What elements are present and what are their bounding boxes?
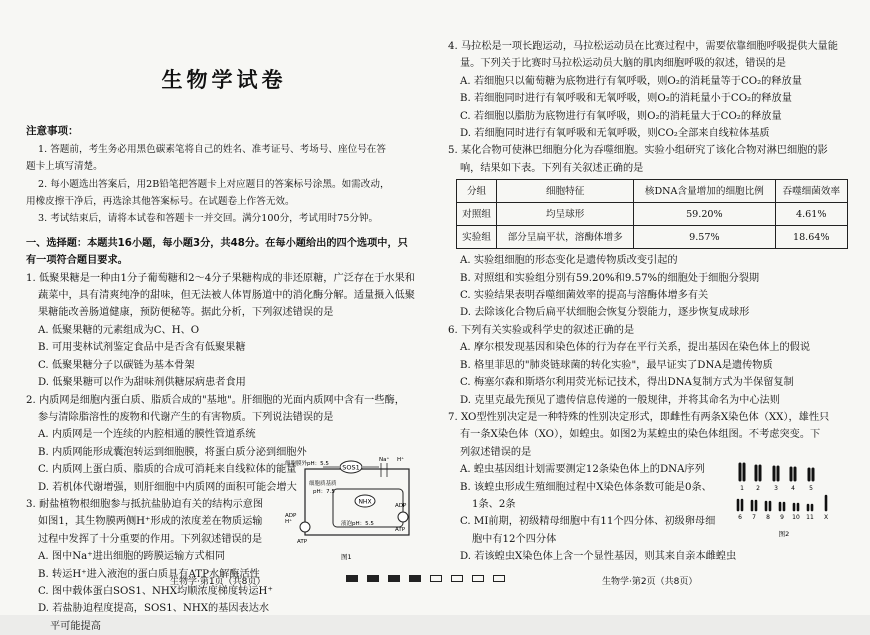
matrix-ph-label: pH：7.5 <box>313 489 335 495</box>
question-stem: 蔬菜中，具有清爽纯净的甜味，但无法被人体胃肠道中的消化酶分解。适量摄入低聚 <box>38 290 415 302</box>
adp-label: ADP <box>285 513 297 519</box>
chromosome-label: 11 <box>806 514 814 521</box>
chromosome-label: 10 <box>792 514 800 521</box>
atp-label: ATP <box>297 539 308 545</box>
chromosome-label: 6 <box>738 514 742 521</box>
chromosome-label: 1 <box>740 485 744 492</box>
option-d: D. 若细胞同时进行有氧呼吸和无氧呼吸，则CO₂全部来自线粒体基质 <box>460 128 770 140</box>
option-a: A. 内质网是一个连续的内腔相通的膜性管道系统 <box>38 429 256 441</box>
option-c: C. 若细胞以脂肪为底物进行有氧呼吸，则O₂的消耗量大于CO₂的释放量 <box>460 110 782 122</box>
section-heading <box>26 235 422 270</box>
table-cell: 均呈球形 <box>497 203 634 226</box>
transport-arrows <box>381 463 387 477</box>
option-b: B. 该蝗虫形成生殖细胞过程中X染色体条数可能是0条、 <box>460 481 712 493</box>
question-stem: 7. XO型性别决定是一种特殊的性别决定形式，即雌性有两条X染色体（XX），雄性只 <box>448 411 830 423</box>
section-line: 一、选择题：本题共16小题，每小题3分，共48分。在每小题给出的四个选项中，只 <box>26 237 408 249</box>
page-marker <box>472 575 484 582</box>
option-b: B. 转运H⁺进入液泡的蛋白质具有ATP水解酶活性 <box>38 568 260 580</box>
notice-line: 3. 考试结束后，请将本试卷和答题卡一并交回。满分100分，考试用时75分钟。 <box>38 213 379 225</box>
section-line: 有一项符合题目要求。 <box>26 255 128 267</box>
question-stem: 量。下列关于比赛时马拉松运动员大脑的肌肉细胞呼吸的叙述，错误的是 <box>460 58 786 70</box>
question-stem: 参与清除脂溶性的废物和代谢产生的有害物质。下列说法错误的是 <box>38 411 334 423</box>
figure-2-karyotype <box>732 460 837 540</box>
page-marker <box>346 575 358 582</box>
page-marker <box>451 575 463 582</box>
question-stem: 6. 下列有关实验或科学史的叙述正确的是 <box>448 324 635 336</box>
option-d: D. 去除该化合物后扁平状细胞会恢复分裂能力，逐步恢复成球形 <box>460 307 750 319</box>
sos1-label: SOS1 <box>342 463 360 472</box>
page-indicator <box>346 575 505 582</box>
option-d: D. 若机体代谢增强，则肝细胞中内质网的面积可能会增大 <box>38 481 297 493</box>
chromosome-row-1 <box>740 464 813 480</box>
chromosome-label: 4 <box>791 485 795 492</box>
table-header: 细胞特征 <box>497 180 634 203</box>
table-row <box>457 226 848 249</box>
table-header: 分组 <box>457 180 497 203</box>
footer-right: 生物学·第2页（共8页） <box>602 577 698 587</box>
h-pump-membrane <box>300 522 310 532</box>
nhx-label: NHX <box>358 498 372 506</box>
option-b: B. 若细胞同时进行有氧呼吸和无氧呼吸，则O₂的消耗量小于CO₂的释放量 <box>460 93 792 105</box>
chromosome-labels-row-1 <box>740 485 813 492</box>
question-stem: 1. 低聚果糖是一种由1分子葡萄糖和2～4分子果糖构成的非还原糖，广泛存在于水果和 <box>26 272 415 284</box>
figure-1-diagram <box>283 455 415 565</box>
notice-heading: 注意事项： <box>26 125 79 138</box>
chromosome-label: 5 <box>809 485 813 492</box>
h-label: H⁺ <box>397 457 405 463</box>
notice-line: 1. 答题前，考生务必用黑色碳素笔将自己的姓名、准考证号、考场号、座位号在答 <box>38 143 386 155</box>
question-stem: 响，结果如下表。下列有关叙述正确的是 <box>460 162 644 174</box>
notice-line: 题卡上填写清楚。 <box>26 161 103 173</box>
question-4 <box>448 38 848 142</box>
option-d: D. 克里克最先预见了遗传信息传递的一般规律，并将其命名为中心法则 <box>460 394 780 406</box>
table-header-row <box>457 180 848 203</box>
question-1 <box>26 270 422 392</box>
chromosome-label: 7 <box>752 514 756 521</box>
question-stem: 列叙述错误的是 <box>460 446 532 458</box>
page-marker <box>409 575 421 582</box>
option-c: C. 内质网上蛋白质、脂质的合成可消耗来自线粒体的能量 <box>38 464 297 476</box>
vacuole-ph-label: 液泡pH：5.5 <box>341 521 374 527</box>
page-title: 生物学试卷 <box>161 68 287 92</box>
chromosome-label: 2 <box>756 485 760 492</box>
chromosome-label: 3 <box>774 485 778 492</box>
question-stem: 3. 耐盐植物根细胞参与抵抗盐胁迫有关的结构示意图 <box>26 498 264 510</box>
question-5 <box>448 142 848 321</box>
option-d: D. 低聚果糖可以作为甜味剂供糖尿病患者食用 <box>38 377 246 389</box>
table-cell: 59.20% <box>634 203 775 226</box>
table-row <box>457 203 848 226</box>
option-b: B. 可用斐林试剂鉴定食品中是否含有低聚果糖 <box>38 342 246 354</box>
option-a: A. 摩尔根发现基因和染色体的行为存在平行关系，提出基因在染色体上的假说 <box>460 342 811 354</box>
option-a: A. 图中Na⁺进出细胞的跨膜运输方式相同 <box>38 551 226 563</box>
option-b-cont: 1条、2条 <box>472 498 516 510</box>
option-a: A. 低聚果糖的元素组成为C、H、O <box>38 324 200 336</box>
table-cell: 实验组 <box>457 226 497 249</box>
footer-left: 生物学·第1页（共8页） <box>170 577 266 587</box>
option-c: C. 实验结果表明吞噬细菌效率的提高与溶酶体增多有关 <box>460 290 709 302</box>
na-label: Na⁺ <box>379 457 390 463</box>
adp-label: ADP <box>395 503 407 509</box>
matrix-label: 细胞质基质 <box>309 481 337 487</box>
chromosome-label: 8 <box>766 514 770 521</box>
option-c-cont: 胞中有12个四分体 <box>472 533 557 545</box>
notice-list <box>26 141 422 228</box>
table-cell: 部分呈扁平状，溶酶体增多 <box>497 226 634 249</box>
question-stem: 2. 内质网是细胞内蛋白质、脂质合成的"基地"。肝细胞的光面内质网中含有一些酶， <box>26 394 405 406</box>
option-b: B. 内质网能形成囊泡转运到细胞膜，将蛋白质分泌到细胞外 <box>38 446 307 458</box>
chromosome-label: 9 <box>780 514 784 521</box>
results-table <box>456 179 848 249</box>
question-6 <box>448 322 848 409</box>
chromosome-row-2 <box>738 496 826 510</box>
option-c: C. 低聚果糖分子以碳链为基本骨架 <box>38 359 195 371</box>
h-label: H⁺ <box>285 519 293 525</box>
question-stem: 5. 某化合物可使淋巴细胞分化为吞噬细胞。实验小组研究了该化合物对淋巴细胞的影 <box>448 145 828 157</box>
chromosome-labels-row-2 <box>738 514 828 521</box>
h-pump-vacuole <box>398 512 408 522</box>
table-header: 吞噬细菌效率 <box>775 180 847 203</box>
question-stem: 如图1，其生物膜两侧H⁺形成的浓度差在物质运输 <box>38 516 263 528</box>
table-cell: 对照组 <box>457 203 497 226</box>
option-b: B. 对照组和实验组分别有59.20%和9.57%的细胞处于细胞分裂期 <box>460 272 760 284</box>
chromosome-label: X <box>823 514 829 521</box>
table-cell: 9.57% <box>634 226 775 249</box>
page-marker <box>493 575 505 582</box>
question-stem: 有一条X染色体（XO），如蝗虫。如图2为某蝗虫的染色体组图。不考虑突变。下 <box>460 429 821 441</box>
membrane-ph-label: 细胞膜外pH：5.5 <box>285 461 329 467</box>
page-marker <box>430 575 442 582</box>
option-a: A. 蝗虫基因组计划需要测定12条染色体上的DNA序列 <box>460 464 705 476</box>
option-c: C. 梅塞尔森和斯塔尔利用荧光标记技术，得出DNA复制方式为半保留复制 <box>460 377 794 389</box>
option-d: D. 若盐胁迫程度提高，SOS1、NHX的基因表达水 <box>38 603 270 615</box>
notice-line: 2. 每小题选出答案后，用2B铅笔把答题卡上对应题目的答案标号涂黑。如需改动， <box>38 178 390 190</box>
option-a: A. 实验组细胞的形态变化是遗传物质改变引起的 <box>460 255 678 267</box>
atp-label: ATP <box>395 527 406 533</box>
option-a: A. 若细胞只以葡萄糖为底物进行有氧呼吸，则O₂的消耗量等于CO₂的释放量 <box>460 75 802 87</box>
question-stem: 4. 马拉松是一项长跑运动，马拉松运动员在比赛过程中，需要依靠细胞呼吸提供大量能 <box>448 41 838 52</box>
option-d: D. 若该蝗虫X染色体上含一个显性基因，则其来自亲本雌蝗虫 <box>460 551 737 563</box>
notice-line: 用橡皮擦干净后，再选涂其他答案标号。在试题卷上作答无效。 <box>26 196 295 208</box>
option-c: C. 图中载体蛋白SOS1、NHX均顺浓度梯度转运H⁺ <box>38 585 273 597</box>
figure-2-caption: 图2 <box>778 530 790 538</box>
figure-1-caption: 图1 <box>341 553 352 561</box>
table-cell: 18.64% <box>775 226 847 249</box>
question-stem: 果糖能改善肠道健康，预防便秘等。据此分析，下列叙述错误的是 <box>38 307 334 319</box>
page-marker <box>367 575 379 582</box>
table-cell: 4.61% <box>775 203 847 226</box>
page-marker <box>388 575 400 582</box>
question-3 <box>26 496 288 635</box>
table-header: 核DNA含量增加的细胞比例 <box>634 180 775 203</box>
question-stem: 过程中发挥了十分重要的作用。下列叙述错误的是 <box>38 533 263 545</box>
option-d-cont: 平可能提高 <box>50 620 101 632</box>
option-c: C. MⅠ前期，初级精母细胞中有11个四分体、初级卵母细 <box>460 516 716 528</box>
option-b: B. 格里菲思的"肺炎链球菌的转化实验"，最早证实了DNA是遗传物质 <box>460 359 773 371</box>
